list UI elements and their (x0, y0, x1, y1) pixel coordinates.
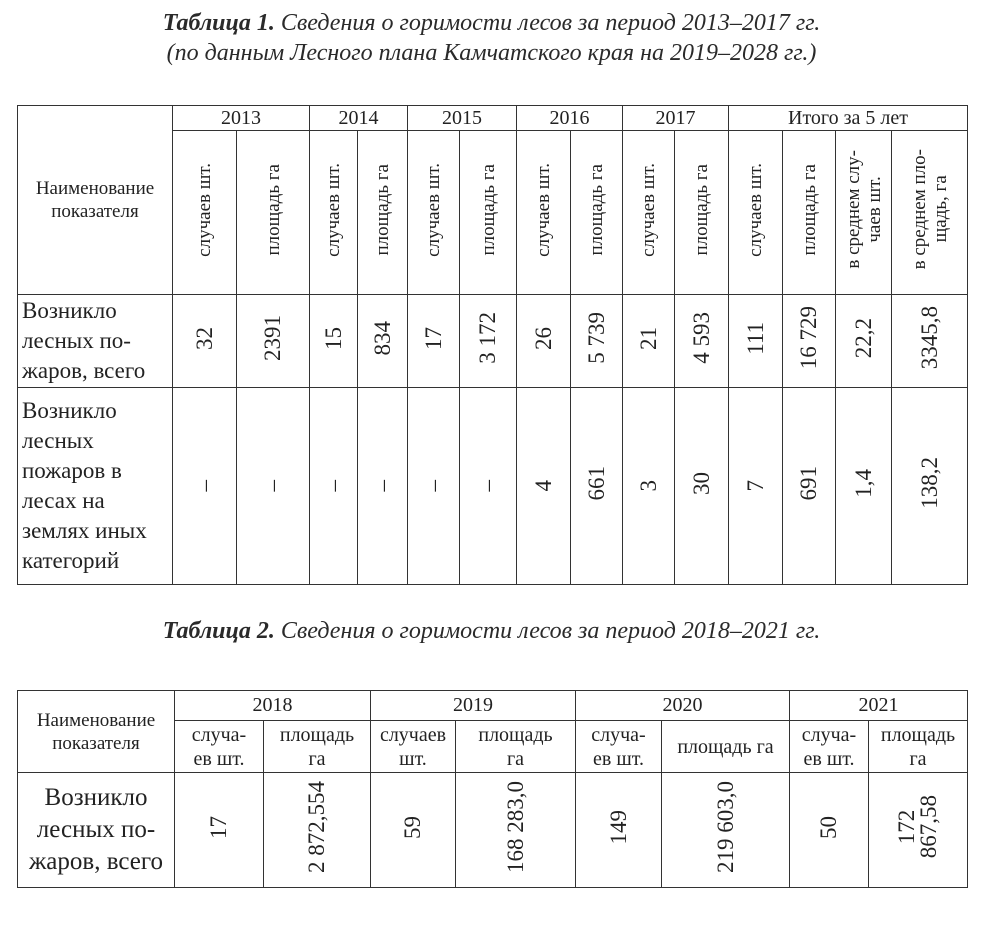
table1-name-header: Наименование показателя (18, 106, 173, 295)
table1-cell: – (408, 388, 460, 585)
table1-cell: – (310, 388, 358, 585)
table-row (18, 773, 968, 888)
table1-cell: 3 (623, 388, 675, 585)
table1-cell: – (237, 388, 310, 585)
table1-subheader-cases: случаев шт. (310, 131, 358, 295)
table2-row-name: Возникло лесных по-жаров, всего (18, 773, 175, 888)
table1-cell: – (460, 388, 517, 585)
table1-cell: 4 593 (675, 295, 729, 388)
table2-year-header: 2018 (175, 691, 371, 721)
table1-cell: 111 (729, 295, 783, 388)
table2-cell: 219 603,0 (662, 773, 790, 888)
table1-cell: 22,2 (836, 295, 892, 388)
table1-cell: 3 172 (460, 295, 517, 388)
table1-cell: 30 (675, 388, 729, 585)
table1-subheader-avg-cases: в среднем слу- чаев шт. (836, 131, 892, 295)
table1-subheader-area: площадь га (571, 131, 623, 295)
table2-subheader-cases: случа- ев шт. (790, 721, 869, 773)
table1-cell: 21 (623, 295, 675, 388)
table1-total-header: Итого за 5 лет (729, 106, 968, 131)
table1-cell: 1,4 (836, 388, 892, 585)
table1-cell: 32 (173, 295, 237, 388)
table1-subheader-area: площадь га (358, 131, 408, 295)
table1-subheader-area: площадь га (460, 131, 517, 295)
table1-cell: 3345,8 (892, 295, 968, 388)
table1-row-name: Возникло лесных пожаров в лесах на землях иных категорий (18, 388, 173, 585)
table2-cell: 168 283,0 (456, 773, 576, 888)
table1-cell: 4 (517, 388, 571, 585)
table1-year-header: 2014 (310, 106, 408, 131)
table1-row-name: Возникло лесных по-жаров, всего (18, 295, 173, 388)
table1-cell: 138,2 (892, 388, 968, 585)
table1-cell: – (173, 388, 237, 585)
table1-cell: 26 (517, 295, 571, 388)
table1-caption: Таблица 1. Сведения о горимости лесов за период 2013–2017 гг. (162, 10, 821, 36)
table2-year-header: 2021 (790, 691, 968, 721)
table2-cell: 172 867,58 (869, 773, 968, 888)
table1-year-header: 2017 (623, 106, 729, 131)
table2-cell: 59 (371, 773, 456, 888)
table1-subheader-cases: случаев шт. (408, 131, 460, 295)
table1-subheader-cases: случаев шт. (729, 131, 783, 295)
table1 (17, 105, 968, 585)
table2-subheader-area: площадь га (662, 721, 790, 773)
table1-year-header: 2013 (173, 106, 310, 131)
table2-subheader-area: площадь га (869, 721, 968, 773)
table1-subheader-avg-area: в среднем пло- щадь, га (892, 131, 968, 295)
table2 (17, 690, 968, 888)
table2-year-header: 2020 (576, 691, 790, 721)
table1-year-header: 2016 (517, 106, 623, 131)
table-row (18, 295, 968, 388)
table1-cell: 17 (408, 295, 460, 388)
table2-caption: Таблица 2. Сведения о горимости лесов за период 2018–2021 гг. (162, 618, 821, 644)
table1-cell: 16 729 (783, 295, 836, 388)
table1-cell: – (358, 388, 408, 585)
table2-cell: 50 (790, 773, 869, 888)
table1-subheader-cases: случаев шт. (173, 131, 237, 295)
table1-cell: 661 (571, 388, 623, 585)
table1-cell: 15 (310, 295, 358, 388)
table1-cell: 691 (783, 388, 836, 585)
table1-cell: 834 (358, 295, 408, 388)
table2-subheader-area: площадь га (264, 721, 371, 773)
table2-cell: 2 872,554 (264, 773, 371, 888)
table2-subheader-area: площадь га (456, 721, 576, 773)
table1-cell: 5 739 (571, 295, 623, 388)
table1-subheader-area: площадь га (783, 131, 836, 295)
table1-subheader-area: площадь га (675, 131, 729, 295)
table1-cell: 7 (729, 388, 783, 585)
table2-cell: 17 (175, 773, 264, 888)
table1-subheader-area: площадь га (237, 131, 310, 295)
table2-year-header: 2019 (371, 691, 576, 721)
table-row (18, 388, 968, 585)
table1-caption-source: (по данным Лесного плана Камчатского края на 2019–2028 гг.) (166, 40, 817, 66)
table1-cell: 2391 (237, 295, 310, 388)
table2-subheader-cases: случаев шт. (371, 721, 456, 773)
table1-subheader-cases: случаев шт. (623, 131, 675, 295)
table2-subheader-cases: случа- ев шт. (175, 721, 264, 773)
table2-subheader-cases: случа- ев шт. (576, 721, 662, 773)
table1-year-header: 2015 (408, 106, 517, 131)
table1-subheader-cases: случаев шт. (517, 131, 571, 295)
table2-name-header: Наименование показателя (18, 691, 175, 773)
table2-cell: 149 (576, 773, 662, 888)
